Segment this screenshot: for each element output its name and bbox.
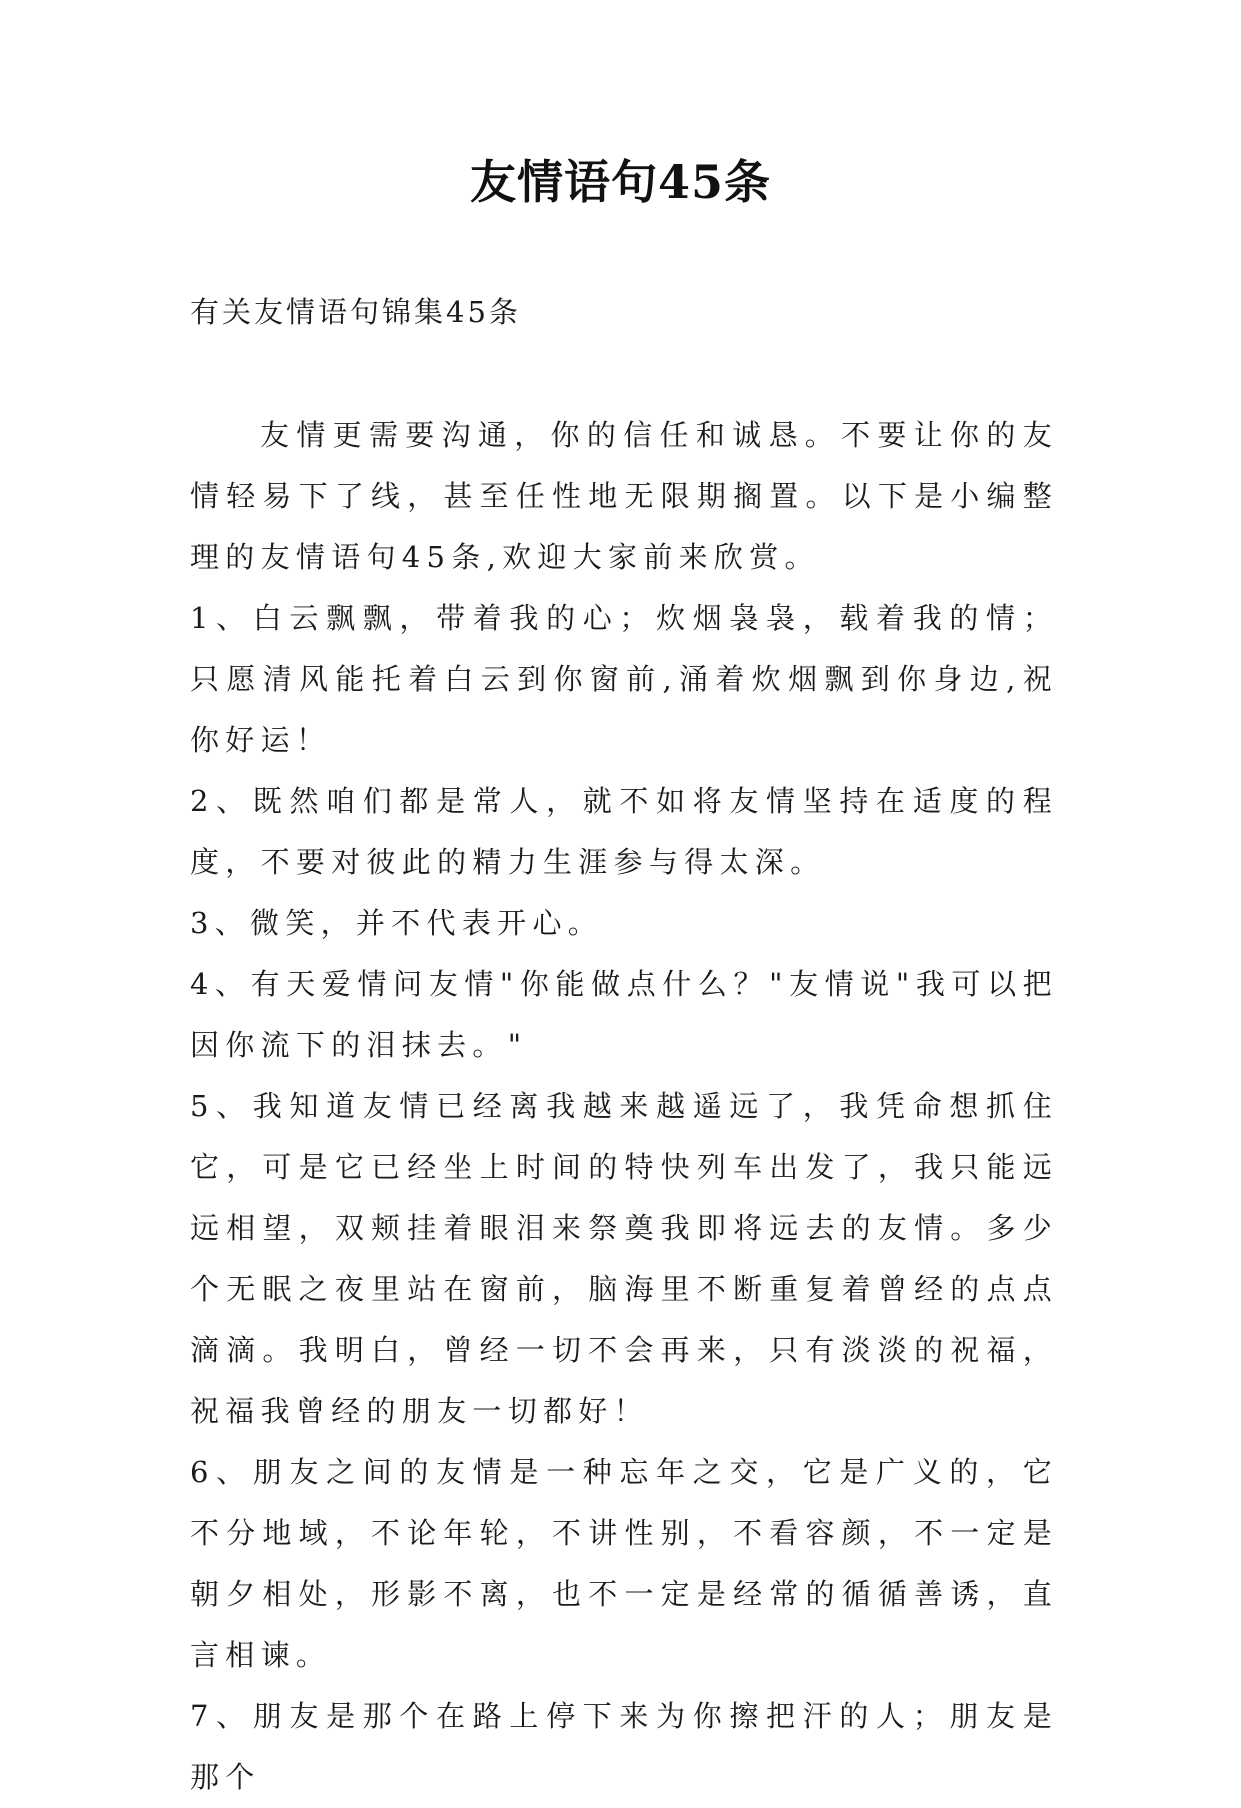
document-subtitle: 有关友情语句锦集45条 [190,295,521,329]
quote-item-2: 2、既然咱们都是常人，就不如将友情坚持在适度的程度，不要对彼此的精力生涯参与得太深。 [190,784,1058,879]
quote-item-4: 4、有天爱情问友情"你能做点什么？"友情说"我可以把因你流下的泪抹去。" [190,967,1058,1062]
quote-item-3: 3、微笑，并不代表开心。 [190,906,604,940]
quote-item-1: 1、白云飘飘，带着我的心；炊烟袅袅，载着我的情；只愿清风能托着白云到你窗前,涌着炊烟飘到你身边,祝你好运！ [190,601,1058,757]
document-title: 友情语句45条 [469,155,771,209]
quote-item-5: 5、我知道友情已经离我越来越遥远了，我凭命想抓住它，可是它已经坐上时间的特快列车出发了，我只能远远相望，双颊挂着眼泪来祭奠我即将远去的友情。多少个无眠之夜里站在窗前，脑海里不断重复着曾经的点点滴滴。我明白，曾经一切不会再来，只有淡淡的祝福，祝福我曾经的朋友一切都好！ [190,1089,1058,1428]
intro-paragraph: 友情更需要沟通，你的信任和诚恳。不要让你的友情轻易下了线，甚至任性地无限期搁置。以下是小编整理的友情语句45条,欢迎大家前来欣赏。 [190,418,1058,574]
document-body [190,405,1058,1808]
quote-item-7: 7、朋友是那个在路上停下来为你擦把汗的人；朋友是那个 [190,1699,1058,1794]
quote-item-6: 6、朋友之间的友情是一种忘年之交，它是广义的，它不分地域，不论年轮，不讲性别，不看容颜，不一定是朝夕相处，形影不离，也不一定是经常的循循善诱，直言相谏。 [190,1455,1058,1672]
